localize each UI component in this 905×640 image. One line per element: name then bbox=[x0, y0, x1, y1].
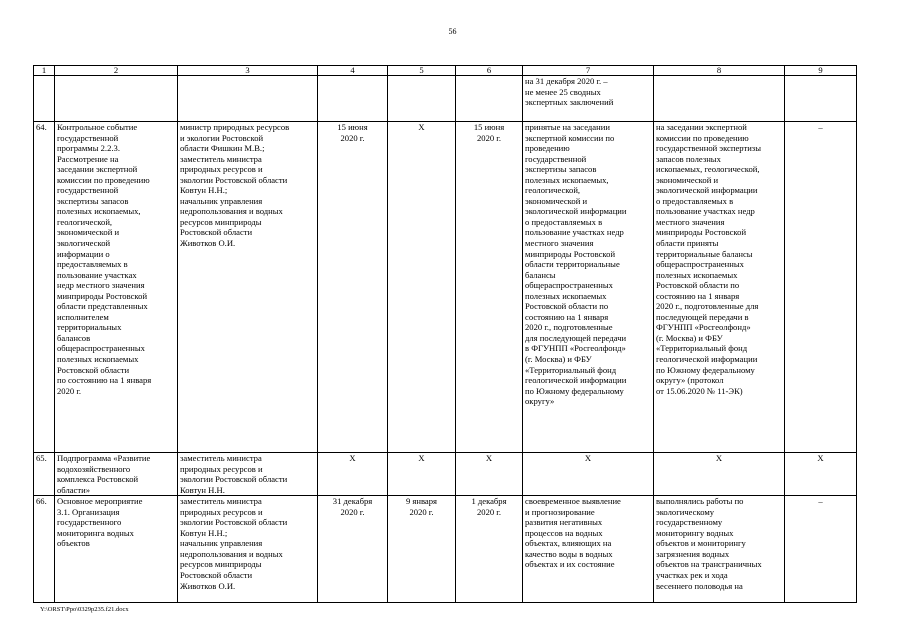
table-cell bbox=[456, 76, 523, 122]
column-header: 8 bbox=[654, 66, 785, 76]
row-number: 65. bbox=[34, 453, 55, 496]
start-date-cell: X bbox=[388, 122, 456, 453]
end-date-cell: 15 июня 2020 г. bbox=[456, 122, 523, 453]
planned-date-cell: 31 декабря 2020 г. bbox=[318, 496, 388, 603]
column-header-row bbox=[34, 66, 857, 76]
planned-date-cell: X bbox=[318, 453, 388, 496]
table-cell bbox=[318, 76, 388, 122]
table-cell bbox=[55, 76, 178, 122]
column-header: 7 bbox=[523, 66, 654, 76]
responsible-cell: заместитель министра природных ресурсов и экологии Ростовской области Ковтун Н.Н. bbox=[178, 453, 318, 496]
table-cell bbox=[34, 76, 55, 122]
column-header: 6 bbox=[456, 66, 523, 76]
report-table bbox=[33, 65, 857, 603]
planned-result-cell: X bbox=[523, 453, 654, 496]
planned-result-cell: принятые на заседании экспертной комиссии по проведению государственной экспертизы запасов полезных ископаемых, геологической, экономической и экологической информации о предоставляемых в пользование участках недр местного значения минприроды Ростовской области территориальные балансы общераспространенных полезных ископаемых Ростовской области по состоянию на 1 января 2020 г., подготовленные для последующей передачи в ФГУНПП «Росгеолфонд» (г. Москва) и ФБУ «Территориальный фонд геологической информации по Южному федеральному округу» bbox=[523, 122, 654, 453]
page-number: 56 bbox=[448, 27, 457, 36]
table-cell bbox=[388, 76, 456, 122]
responsible-cell: заместитель министра природных ресурсов и экологии Ростовской области Ковтун Н.Н.; начальник управления недропользования и водных ресурсов минприроды Ростовской области Животков О.И. bbox=[178, 496, 318, 603]
table-cell bbox=[178, 76, 318, 122]
column-header: 2 bbox=[55, 66, 178, 76]
table-row bbox=[34, 496, 857, 603]
footer-file-path: Y:\ORST\Ppo\0329p235.f21.docx bbox=[40, 606, 129, 613]
column-header: 3 bbox=[178, 66, 318, 76]
table-cell bbox=[785, 76, 857, 122]
column-header: 5 bbox=[388, 66, 456, 76]
notes-cell: – bbox=[785, 122, 857, 453]
result-cell: на 31 декабря 2020 г. – не менее 25 сводных экспертных заключений bbox=[523, 76, 654, 122]
column-header: 1 bbox=[34, 66, 55, 76]
end-date-cell: 1 декабря 2020 г. bbox=[456, 496, 523, 603]
table-row-continuation bbox=[34, 76, 857, 122]
planned-date-cell: 15 июня 2020 г. bbox=[318, 122, 388, 453]
actual-result-cell: выполнялись работы по экологическому государственному мониторингу водных объектов и мониторингу загрязнения водных объектов на трансграничных участках рек и хода весеннего половодья на bbox=[654, 496, 785, 603]
event-name-cell: Контрольное событие государственной программы 2.2.3. Рассмотрение на заседании экспертной комиссии по проведению государственной экспертизы запасов полезных ископаемых, геологической, экономической и экологической информации о предоставляемых в пользование участках недр местного значения минприроды Ростовской области представленных исполнителем территориальных балансов общераспространенных полезных ископаемых Ростовской области по состоянию на 1 января 2020 г. bbox=[55, 122, 178, 453]
start-date-cell: 9 января 2020 г. bbox=[388, 496, 456, 603]
row-number: 66. bbox=[34, 496, 55, 603]
actual-result-cell: на заседании экспертной комиссии по проведению государственной экспертизы запасов полезных ископаемых, геологической, экономической и экологической информации о предоставляемых в пользование участках недр местного значения минприроды Ростовской области приняты территориальные балансы общераспространенных полезных ископаемых Ростовской области по состоянию на 1 января 2020 г., подготовленные для последующей передачи в ФГУНПП «Росгеолфонд» (г. Москва) и ФБУ «Территориальный фонд геологической информации по Южному федеральному округу» (протокол от 15.06.2020 № 11-ЭК) bbox=[654, 122, 785, 453]
end-date-cell: X bbox=[456, 453, 523, 496]
notes-cell: X bbox=[785, 453, 857, 496]
column-header: 9 bbox=[785, 66, 857, 76]
table-row bbox=[34, 122, 857, 453]
table-cell bbox=[654, 76, 785, 122]
column-header: 4 bbox=[318, 66, 388, 76]
notes-cell: – bbox=[785, 496, 857, 603]
responsible-cell: министр природных ресурсов и экологии Ростовской области Фишкин М.В.; заместитель министра природных ресурсов и экологии Ростовской области Ковтун Н.Н.; начальник управления недропользования и водных ресурсов минприроды Ростовской области Животков О.И. bbox=[178, 122, 318, 453]
start-date-cell: X bbox=[388, 453, 456, 496]
row-number: 64. bbox=[34, 122, 55, 453]
actual-result-cell: X bbox=[654, 453, 785, 496]
table-row bbox=[34, 453, 857, 496]
event-name-cell: Подпрограмма «Развитие водохозяйственного комплекса Ростовской области» bbox=[55, 453, 178, 496]
event-name-cell: Основное мероприятие 3.1. Организация государственного мониторинга водных объектов bbox=[55, 496, 178, 603]
planned-result-cell: своевременное выявление и прогнозирование развития негативных процессов на водных объектах, влияющих на качество воды в водных объектах и их состояние bbox=[523, 496, 654, 603]
